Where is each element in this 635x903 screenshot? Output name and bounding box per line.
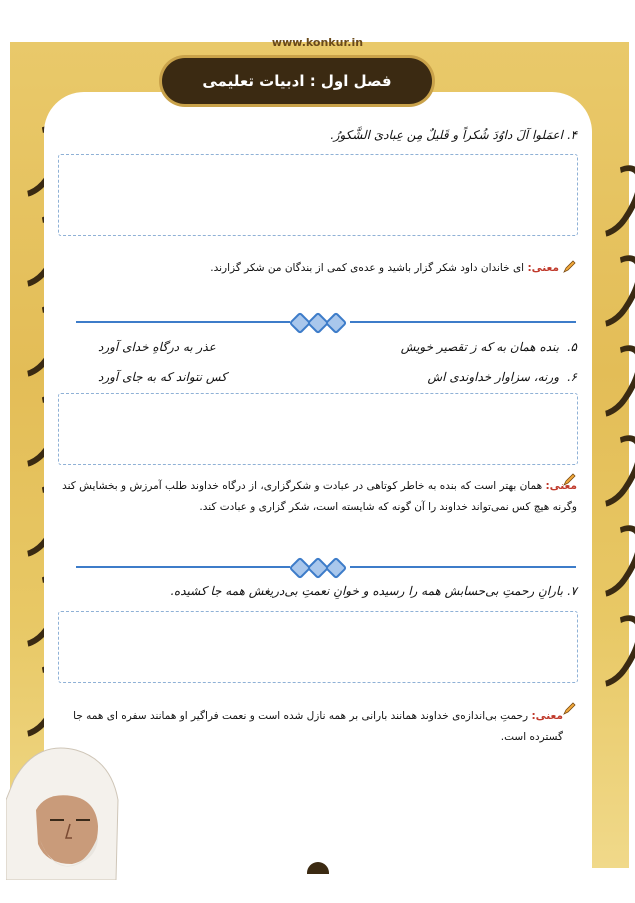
calligraphy-left	[12, 120, 48, 760]
answer-box-7[interactable]	[58, 611, 578, 683]
site-url: www.konkur.in	[271, 36, 364, 49]
poem-line-6-left: کس نتواند که به جای آورد	[98, 370, 227, 384]
divider-line	[76, 566, 290, 568]
poem-line-6-right: ورنه، سزاوار خداوندی اش	[427, 370, 559, 384]
verse-4: ۴. اعمَلوا آلَ داوُدَ شُکراً و قَلیلٌ مِن عِبادیَ الشَّکورُ.	[329, 128, 577, 142]
divider-line	[76, 321, 290, 323]
divider-ornament	[292, 560, 344, 576]
meaning-text: ای خاندان داود شکر گزار باشید و عده‌ی کمی از بندگان من شکر گزارند.	[210, 262, 525, 274]
poet-portrait	[6, 740, 126, 880]
divider-line	[350, 321, 576, 323]
divider-ornament	[292, 315, 344, 331]
poem-number-5: ۵.	[566, 340, 577, 354]
meaning-7	[59, 706, 563, 748]
poem-line-5-left: عذر به درگاهِ خدای آورد	[98, 340, 216, 354]
chapter-banner	[162, 58, 432, 104]
chapter-title: فصل اول : ادبیات تعلیمی	[202, 72, 392, 90]
pencil-icon	[562, 702, 576, 716]
pencil-icon	[562, 260, 576, 274]
verse-7: ۷. بارانِ رحمتِ بی‌حسابش همه را رسیده و خوانِ نعمتِ بی‌دریغش همه جا کشیده.	[170, 584, 577, 598]
answer-box-4[interactable]	[58, 154, 578, 236]
meaning-label: معنی:	[545, 480, 577, 492]
answer-box-5-6[interactable]	[58, 393, 578, 465]
poem-line-5-right: بنده همان به که ز تقصیر خویش	[400, 340, 559, 354]
meaning-5-6	[59, 476, 577, 518]
meaning-label: معنی:	[531, 710, 563, 722]
meaning-text: همان بهتر است که بنده به خاطر کوتاهی در عبادت و شکرگزاری، از درگاه خداوند طلب آمرزش و بخشایش کند وگرنه هیچ کس نمی‌تواند خداوند را آن گونه که شایسته است، شکر گزاری و عبادت کند.	[62, 480, 577, 513]
calligraphy-right	[590, 120, 626, 760]
divider-line	[350, 566, 576, 568]
meaning-4	[69, 258, 559, 279]
poem-number-6: ۶.	[566, 370, 577, 384]
meaning-text: رحمتِ بی‌اندازه‌ی خداوند همانند بارانی بر همه نازل شده است و نعمت فراگیر او همانند سفره ای همه جا گسترده است.	[73, 710, 563, 743]
meaning-label: معنی:	[527, 262, 559, 274]
